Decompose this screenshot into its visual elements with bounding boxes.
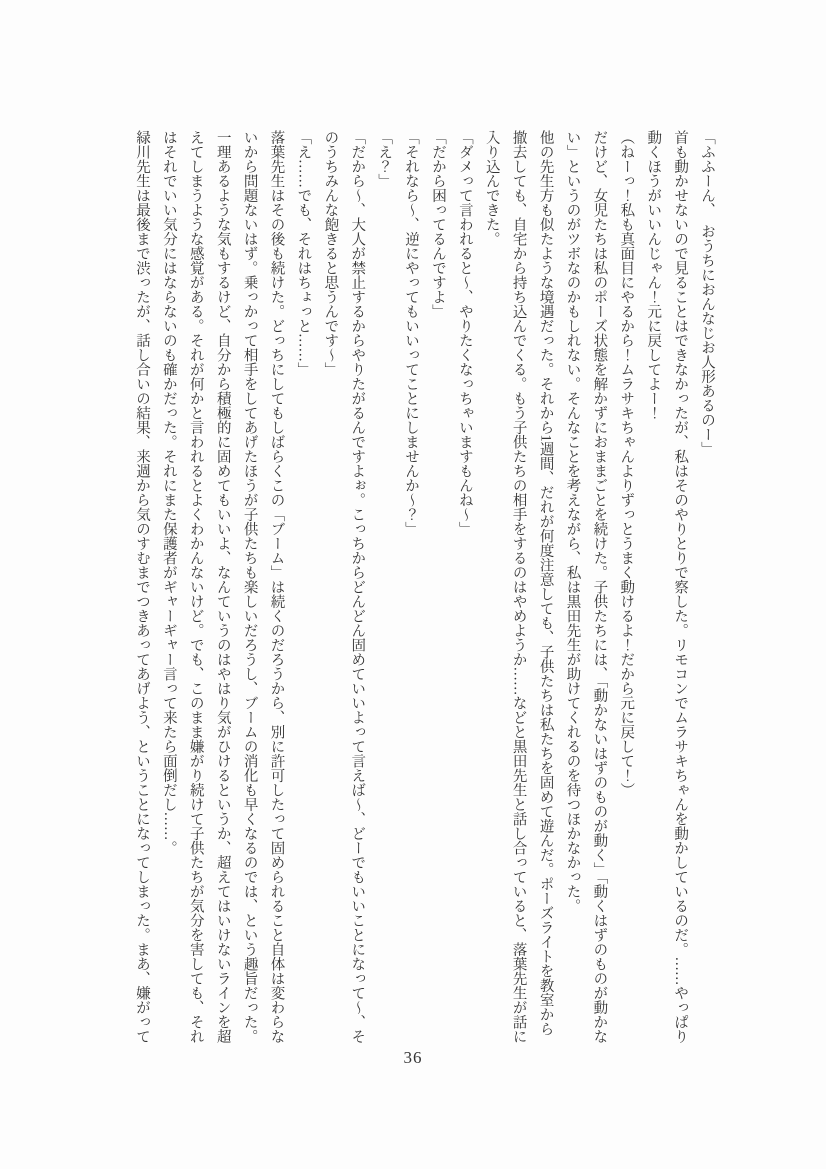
paragraph: 緑川先生は最後まで渋ったが、話し合いの結果、来週から気のすむまでつきあってあげよう、ということになってしまった。まあ、嫌がって: [133, 130, 150, 1044]
paragraph: （ねーっ！私も真面目にやるから！ムラサキちゃんよりずっとうまく動けるよ！だから元に戻して！）: [618, 130, 635, 797]
paragraph: 「ダメって言われると～、やりたくなっちゃいますもんね～」: [456, 130, 473, 536]
paragraph: 「ふふーん、 おうちにおんなじお人形あるのー」: [699, 130, 715, 457]
paragraph: 「え……でも、それはちょっと……」: [295, 130, 312, 377]
paragraph: 他の先生方も似たような境遇だった。それから1週間、だれが何度注意しても、子供たちは私たちを固めて遊んだ。ポーズライトを教室から撤去しても、自宅から持ち込んでくる。もう子供たちの相手をするのはやめようか……などと黒田先生と話し合っていると、落葉先生が話に入り込んできた。: [483, 130, 554, 1044]
paragraph: 「だから困ってるんですよ」: [429, 130, 446, 319]
paragraph: 落葉先生はその後も続けた。どっちにしてもしばらくこの「ブーム」は続くのだろうから、別に許可したって固められること自体は変わらないから問題ないはず。乗っかって相手をしてあげたほうが子供たちも楽しいだろうし、ブームの消化も早くなるのでは、という趣旨だった。: [241, 130, 285, 1044]
page-number: 36: [403, 1048, 423, 1067]
paragraph: 首も動かせないので見ることはできなかったが、私はそのやりとりで察した。リモコンでムラサキちゃんを動かしているのだ。……やっぱり動くほうがいいんじゃん！元に戻してよー！: [645, 130, 689, 1044]
paragraph: 一理あるような気もするけど、自分から積極的に固めてもいいよ、なんていうのはやはり気がひけるというか、超えてはいけないラインを超えてしまうような感覚がある。それが何かと言われるとよくわかんないけど。でも、このまま嫌がり続けて子供たちが気分を害しても、それはそれでいい気分にはならないのも確かだった。それにまた保護者がギャーギャー言って来たら面倒だし……。: [160, 130, 231, 1044]
page-text: [128, 130, 720, 1044]
paragraph: 「だから～、大人が禁止するからやりたがるんですよぉ。こっちからどんどん固めていいよって言えば～、どーでもいいことになって～、そのうちみんな飽きると思うんです～」: [322, 130, 366, 1044]
paragraph: だけど、女児たちは私のポーズ状態を解かずにおままごとを続けた。子供たちには、「動かないはずのものが動く」「動くはずのものが動かない」というのがツボなのかもしれない。そんなことを考えながら、私は黒田先生が助けてくれるのを待つほかなかった。: [564, 130, 608, 1044]
paragraph: 「それなら～、逆にやってもいいってことにしませんか～？」: [403, 130, 420, 536]
paragraph: 「え？」: [376, 130, 393, 188]
